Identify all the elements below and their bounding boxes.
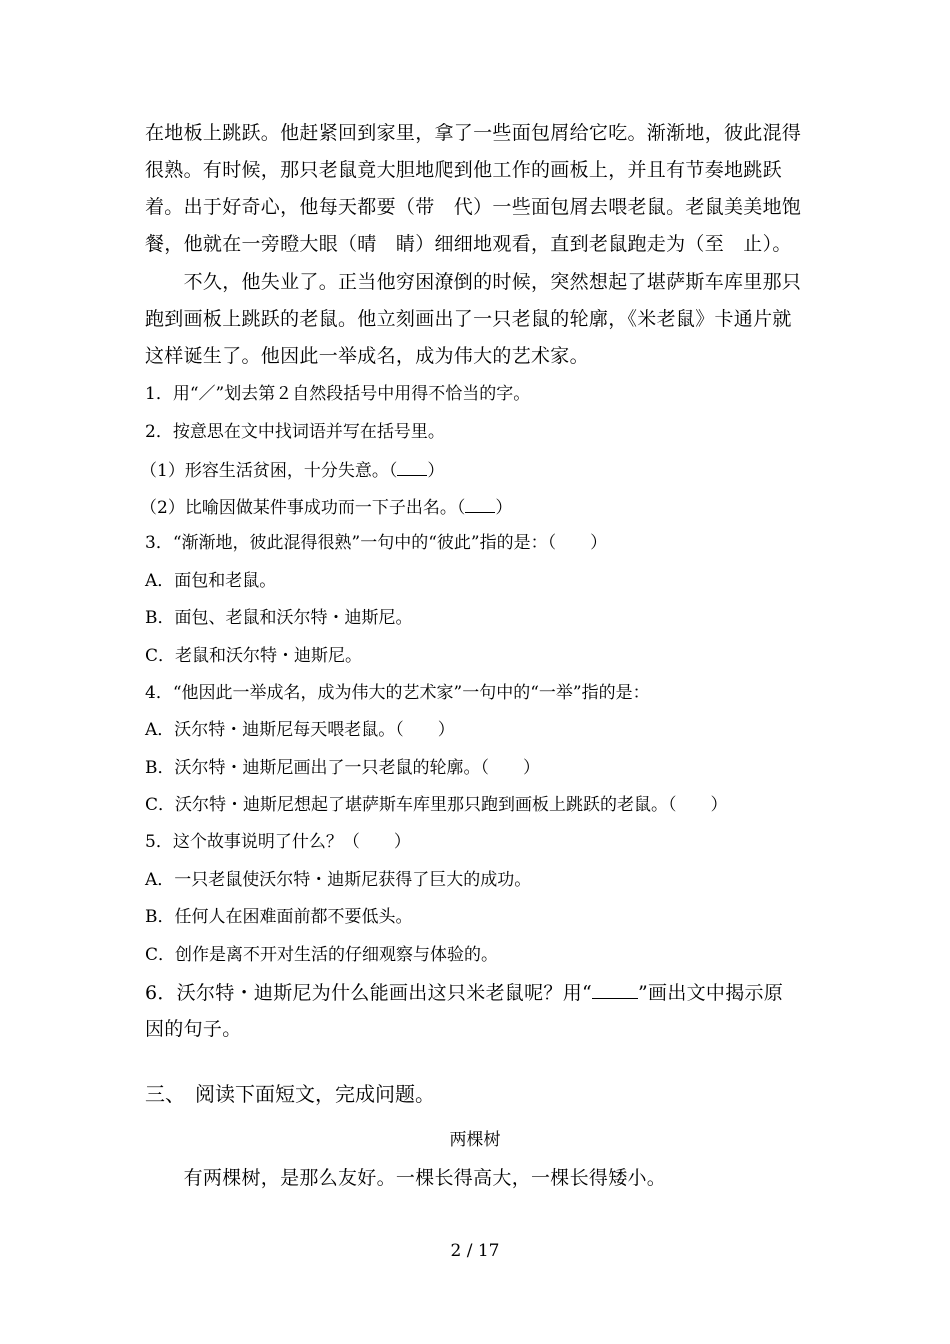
question-4-option-c: C．沃尔特・迪斯尼想起了堪萨斯车库里那只跑到画板上跳跃的老鼠。（ ） — [145, 795, 728, 815]
passage-line-7: 这样诞生了。他因此一举成名，成为伟大的艺术家。 — [145, 345, 589, 367]
passage-line-5: 不久，他失业了。正当他穷困潦倒的时候，突然想起了堪萨斯车库里那只 — [145, 271, 802, 293]
question-1: 1．用“／”划去第２自然段括号中用得不恰当的字。 — [145, 384, 531, 404]
question-3-option-c: C．老鼠和沃尔特・迪斯尼。 — [145, 646, 363, 666]
question-5: 5．这个故事说明了什么？（ ） — [145, 832, 411, 852]
question-2-1-close: ） — [427, 461, 445, 481]
question-4-option-b: B．沃尔特・迪斯尼画出了一只老鼠的轮廓。（ ） — [145, 758, 540, 778]
question-3: 3．“渐渐地，彼此混得很熟”一句中的“彼此”指的是：（ ） — [145, 533, 608, 553]
page-number: 2 / 17 — [450, 1241, 500, 1261]
section-3-heading: 三、 阅读下面短文，完成问题。 — [145, 1082, 435, 1106]
question-6 — [145, 980, 783, 1006]
question-4-option-a: A．沃尔特・迪斯尼每天喂老鼠。（ ） — [145, 720, 455, 740]
question-5-option-c: C．创作是离不开对生活的仔细观察与体验的。 — [145, 945, 499, 965]
answer-blank[interactable] — [465, 494, 495, 513]
passage-line-1: 在地板上跳跃。他赶紧回到家里，拿了一些面包屑给它吃。渐渐地，彼此混得 — [145, 122, 802, 144]
question-4: 4．“他因此一举成名，成为伟大的艺术家”一句中的“一举”指的是： — [145, 683, 650, 703]
question-3-option-a: A．面包和老鼠。 — [145, 571, 277, 591]
question-2-2-close: ） — [495, 498, 513, 518]
question-5-option-a: A．一只老鼠使沃尔特・迪斯尼获得了巨大的成功。 — [145, 870, 532, 890]
passage-line-2: 很熟。有时候，那只老鼠竟大胆地爬到他工作的画板上，并且有节奏地跳跃 — [145, 159, 782, 181]
question-6-line-2: 因的句子。 — [145, 1018, 242, 1040]
question-2-2 — [140, 494, 512, 520]
question-2-1 — [140, 457, 444, 483]
question-5-option-b: B．任何人在困难面前都不要低头。 — [145, 907, 413, 927]
passage-line-3: 着。出于好奇心，他每天都要（带 代）一些面包屑去喂老鼠。老鼠美美地饱 — [145, 196, 802, 218]
question-2: 2．按意思在文中找词语并写在括号里。 — [145, 422, 445, 442]
story-first-line: 有两棵树，是那么友好。一棵长得高大，一棵长得矮小。 — [145, 1167, 667, 1189]
answer-blank[interactable] — [397, 457, 427, 476]
passage-line-4: 餐，他就在一旁瞪大眼（晴 睛）细细地观看，直到老鼠跑走为（至 止）。 — [145, 233, 792, 255]
question-6-text-after: ”画出文中揭示原 — [638, 982, 784, 1004]
underline-sample — [592, 980, 638, 999]
story-title: 两棵树 — [449, 1130, 501, 1150]
question-3-option-b: B．面包、老鼠和沃尔特・迪斯尼。 — [145, 608, 413, 628]
question-2-1-text: （1）形容生活贫困，十分失意。（ — [140, 461, 398, 481]
question-6-text-before: 6．沃尔特・迪斯尼为什么能画出这只米老鼠呢？用“ — [145, 982, 593, 1004]
question-2-2-text: （2）比喻因做某件事成功而一下子出名。（ — [140, 498, 466, 518]
passage-line-6: 跑到画板上跳跃的老鼠。他立刻画出了一只老鼠的轮廓，《米老鼠》卡通片就 — [145, 308, 792, 330]
